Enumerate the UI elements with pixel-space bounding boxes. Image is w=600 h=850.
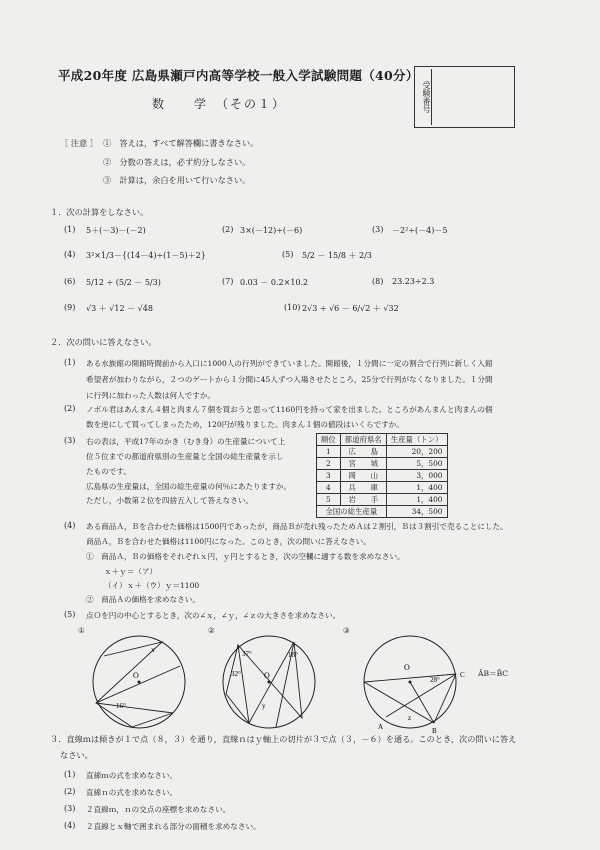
exam-number-box[interactable] [414, 66, 515, 128]
question-text: ② 商品Ａの価格を求めなさい。 [86, 595, 200, 604]
problem-expression: 3²×1/3－{(14－4)÷(1－5)＋2} [86, 251, 206, 260]
section2-heading: ２．次の問いに答えなさい。 [50, 337, 157, 347]
oyster-production-table [316, 433, 448, 518]
column-header: 都道府県名 [340, 434, 386, 446]
problem-expression: 3×(－12)÷(－6) [240, 226, 303, 235]
problem-expression: √3 ＋ √12 － √48 [86, 304, 153, 313]
question-number: (4) [64, 521, 76, 530]
table-row [317, 458, 448, 470]
table-cell: 宮 城 [340, 458, 386, 470]
section3-heading-cont: なさい。 [60, 750, 93, 760]
column-header: 生産量（トン） [386, 434, 447, 446]
page-title: 平成20年度 広島県瀬戸内高等学校一般入学試験問題（40分） [58, 68, 419, 83]
table-cell: 5，500 [386, 458, 447, 470]
problem-number: (2) [222, 225, 234, 234]
point-label: A [378, 723, 384, 731]
exam-number-label: 受験番号 [417, 69, 432, 125]
question-number: (2) [64, 787, 76, 796]
table-cell: 1，400 [386, 482, 447, 494]
question-text: 商品Ａ，Ｂを合わせた価格は1100円になった。このとき，次の問いに答えなさい。 [86, 537, 371, 546]
question-text: 位５位までの都道府県別の生産量と全国の総生産量を示し [86, 452, 284, 461]
question-text: （イ）ｘ＋（ウ）ｙ＝1100 [104, 581, 200, 590]
center-label: O [264, 671, 270, 680]
question-text: ２直線とｘ軸で囲まれる部分の面積を求めなさい。 [86, 822, 261, 831]
table-cell: 4 [317, 482, 341, 494]
problem-expression: 23.23÷2.3 [392, 277, 435, 286]
question-text: ① 商品Ａ，Ｂの価格をそれぞれｘ円，ｙ円とするとき，次の空欄に適する数を求めなさい。 [86, 552, 405, 561]
question-text: に行列に加わった人数は何人ですか。 [86, 391, 216, 400]
table-cell: 34，500 [386, 506, 447, 518]
table-cell: 1 [317, 446, 341, 458]
arc-equality-note: ÂB＝B̂C [478, 669, 509, 678]
table-cell: 兵 庫 [340, 482, 386, 494]
table-total-row [317, 506, 448, 518]
angle-label: 16° [116, 702, 126, 710]
problem-number: (9) [64, 303, 76, 312]
question-text: 右の表は，平成17年のかき（むき身）の生産量について上 [86, 437, 286, 446]
question-number: (4) [64, 821, 76, 830]
problem-expression: －2²÷(－4)－5 [392, 226, 448, 235]
question-text: ある商品Ａ，Ｂを合わせた価格は1500円であったが，商品Ｂが売れ残ったためＡは２割引，Ｂは３割引で売ることにした。 [86, 522, 508, 531]
note-item: ② 分数の答えは，必ず約分しなさい。 [103, 157, 251, 167]
question-text: 希望者が加わりながら，２つのゲートから１分間に45人ずつ入場させたところ，25分で行列がなくなりました。１分間 [86, 375, 493, 384]
subject-heading: 数 学 （その１） [152, 97, 287, 111]
question-number: (1) [64, 770, 76, 779]
problem-expression: 5/12 ÷ (5/2 － 5/3) [86, 278, 161, 287]
table-cell: 全国の総生産量 [317, 506, 387, 518]
problem-number: (1) [64, 225, 76, 234]
question-text: 数を逆にして買ってしまったため，120円が残りました。肉まん１個の値段はいくらですか。 [86, 420, 404, 429]
problem-expression: 0.03 － 0.2×10.2 [240, 278, 309, 287]
question-text: 直線ｎの式を求めなさい。 [86, 788, 178, 797]
point-label: B [432, 727, 437, 735]
circle-figure-3 [352, 630, 482, 735]
angle-label: 37° [242, 650, 252, 658]
figure-label: ① [78, 626, 85, 635]
angle-label: y [262, 702, 266, 710]
question-text: たものです。 [86, 467, 131, 476]
question-text: ただし，小数第２位を四捨五入して答えなさい。 [86, 496, 254, 505]
circle-figure-1 [84, 630, 194, 730]
angle-label: 32° [231, 670, 241, 678]
problem-expression: 5＋(－3)－(－2) [86, 226, 146, 235]
table-row [317, 446, 448, 458]
table-cell: 3 [317, 470, 341, 482]
center-label: O [404, 663, 410, 672]
table-row [317, 482, 448, 494]
table-cell: 広 島 [340, 446, 386, 458]
problem-number: (7) [222, 277, 234, 286]
question-number: (1) [64, 358, 76, 367]
center-label: O [133, 671, 139, 680]
table-row [317, 470, 448, 482]
question-text: ある水族館の開館時間前から入口に1000人の行列ができていました。開館後，１分間に一定の割合で行列に新しく入館 [86, 359, 493, 368]
note-item: ③ 計算は，余白を用いて行いなさい。 [103, 175, 251, 185]
problem-number: (6) [64, 277, 76, 286]
problem-number: (8) [372, 277, 384, 286]
angle-label: z [408, 714, 412, 722]
table-cell: 岡 山 [340, 470, 386, 482]
point-label: C [460, 671, 465, 679]
table-cell: 5 [317, 494, 341, 506]
problem-expression: 2√3 ÷ √6 － 6/√2 ＋ √32 [302, 304, 399, 313]
section1-heading: １．次の計算をしなさい。 [50, 207, 149, 217]
angle-label: 28° [430, 676, 440, 684]
section3-heading: ３．直線ｍは傾きが１で点（８，３）を通り，直線ｎはｙ軸上の切片が３で点（３，－６）を通る。このとき，次の問いに答え [50, 734, 517, 744]
table-cell: 岩 手 [340, 494, 386, 506]
figure-label: ② [208, 626, 215, 635]
question-text: ２直線ｍ，ｎの交点の座標を求めなさい。 [86, 805, 231, 814]
question-number: (5) [64, 610, 76, 619]
question-text: ｘ＋ｙ＝（ア） [104, 567, 158, 576]
table-cell: 2 [317, 458, 341, 470]
angle-label: x [151, 646, 155, 654]
table-cell: 20，200 [386, 446, 447, 458]
table-row [317, 494, 448, 506]
question-number: (3) [64, 804, 76, 813]
question-number: (2) [64, 404, 76, 413]
figure-label: ③ [343, 626, 350, 635]
angle-label: 18° [288, 651, 298, 659]
note-item: ① 答えは，すべて解答欄に書きなさい。 [103, 138, 259, 148]
column-header: 順位 [317, 434, 341, 446]
question-text: ノボル君はあんまん４個と肉まん７個を買おうと思って1160円を持って家を出ました。ところがあんまんと肉まんの個 [86, 405, 493, 414]
question-number: (3) [64, 436, 76, 445]
problem-number: (4) [64, 250, 76, 259]
table-header-row [317, 434, 448, 446]
question-text: 直線ｍの式を求めなさい。 [86, 771, 178, 780]
problem-expression: 5/2 － 15/8 ＋ 2/3 [302, 251, 372, 260]
problem-number: (10) [284, 303, 301, 312]
question-text: 点Ｏを円の中心とするとき，次の∠ｘ，∠ｙ，∠ｚの大きさを求めなさい。 [86, 611, 341, 620]
table-cell: 3，000 [386, 470, 447, 482]
problem-number: (5) [282, 250, 294, 259]
question-text: 広島県の生産量は，全国の総生産量の何％にあたりますか。 [86, 482, 292, 491]
circle-figure-2 [216, 630, 326, 730]
notes-label: ［ 注意 ］ [60, 138, 98, 148]
table-cell: 1，400 [386, 494, 447, 506]
problem-number: (3) [372, 225, 384, 234]
